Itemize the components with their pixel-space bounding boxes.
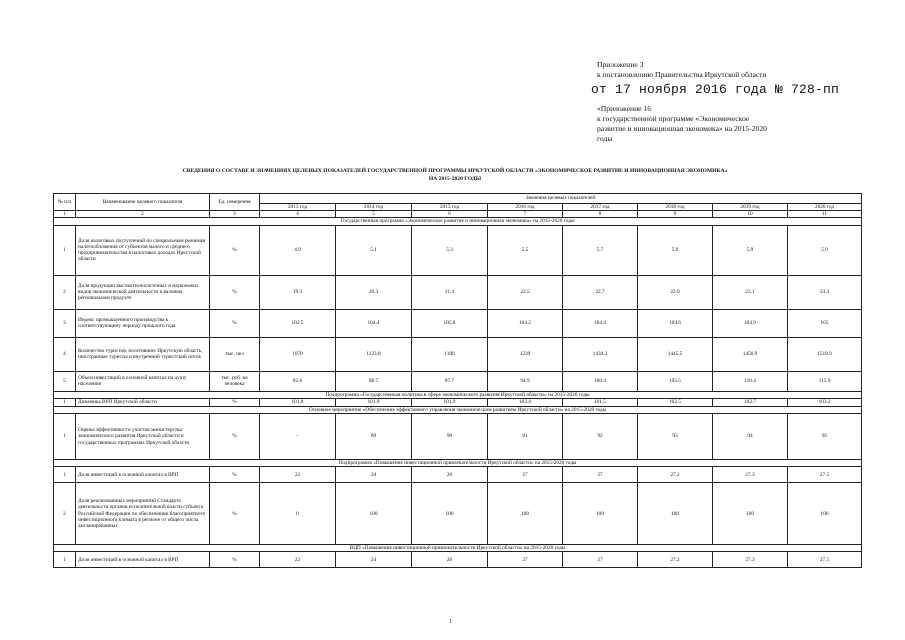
value-cell: 5.1 bbox=[336, 225, 412, 275]
value-cell: 1518.9 bbox=[788, 337, 862, 371]
column-number: 5 bbox=[336, 211, 412, 218]
column-number-row bbox=[54, 211, 862, 218]
appendix-line-2: к постановлению Правительства Иркутской области bbox=[597, 70, 767, 79]
header-year: 2017 год bbox=[563, 204, 638, 211]
indicator-unit: % bbox=[210, 483, 260, 545]
indicator-name: Доля инвестиций в основной капитал в ВРП bbox=[76, 552, 210, 568]
indicator-name: Индекс промышленного производства к соответствующему периоду прошлого года bbox=[76, 309, 210, 337]
indicator-name: Доля реализованных мероприятий Стандарта деятельности органов исполнительной власти субъекта Российской Федерации по обеспечению благоприятного инвестиционного климата в регионе от общего числа запланированных bbox=[76, 483, 210, 545]
value-cell: 22.7 bbox=[563, 275, 638, 309]
value-cell: 100 bbox=[336, 483, 412, 545]
section-main-activity: Основное мероприятие «Обеспечение эффективного управления экономическим развитием Иркутской области» на 2015-2020 годы bbox=[54, 406, 862, 413]
section-subprogram-1: Подпрограмма «Государственная политика в сфере экономического развития Иркутской области» на 2015-2020 годы bbox=[54, 391, 862, 398]
value-cell: 90 bbox=[412, 414, 488, 460]
indicator-unit: тыс. чел bbox=[210, 337, 260, 371]
appendix-line-4: к государственной программе «Экономическое bbox=[597, 114, 750, 123]
value-cell: 1445.5 bbox=[638, 337, 713, 371]
value-cell: 89 bbox=[336, 414, 412, 460]
row-number: 3 bbox=[54, 309, 76, 337]
value-cell: 92 bbox=[563, 414, 638, 460]
value-cell: 26 bbox=[412, 552, 488, 568]
value-cell: 101.5 bbox=[563, 398, 638, 406]
value-cell: 27.2 bbox=[638, 552, 713, 568]
value-cell: 22 bbox=[260, 467, 336, 483]
section-vcp: ВЦП «Повышение инвестиционной привлекательности Иркутской области» на 2015-2020 годы bbox=[54, 545, 862, 552]
value-cell: 100 bbox=[488, 483, 563, 545]
value-cell: 4.9 bbox=[260, 225, 336, 275]
indicator-unit: тыс. руб. на человека bbox=[210, 371, 260, 391]
value-cell: 82.6 bbox=[260, 371, 336, 391]
header-num: № п/п bbox=[54, 194, 76, 211]
column-number: 7 bbox=[488, 211, 563, 218]
table-row bbox=[54, 398, 862, 406]
appendix-line-3: «Приложение 16 bbox=[597, 104, 652, 113]
value-cell: 27.5 bbox=[788, 467, 862, 483]
table-row bbox=[54, 483, 862, 545]
value-cell: 100 bbox=[788, 483, 862, 545]
column-number: 10 bbox=[713, 211, 788, 218]
value-cell: 5.5 bbox=[488, 225, 563, 275]
row-number: 1 bbox=[54, 225, 76, 275]
value-cell: 88.7 bbox=[336, 371, 412, 391]
value-cell: 102.7 bbox=[713, 398, 788, 406]
header-year: 2018 год bbox=[638, 204, 713, 211]
value-cell: 105 bbox=[788, 309, 862, 337]
value-cell: 100.4 bbox=[563, 371, 638, 391]
value-cell: 100 bbox=[713, 483, 788, 545]
indicator-unit: % bbox=[210, 275, 260, 309]
header-year: 2015 год bbox=[412, 204, 488, 211]
indicator-name: Количество туристов, посетивших Иркутскую область, иностранные туристы и внутренний туристский поток bbox=[76, 337, 210, 371]
indicator-unit: % bbox=[210, 414, 260, 460]
value-cell: 27.2 bbox=[638, 467, 713, 483]
row-number: 1 bbox=[54, 398, 76, 406]
indicator-unit: % bbox=[210, 398, 260, 406]
value-cell: 1434.2 bbox=[563, 337, 638, 371]
value-cell: 1123.8 bbox=[336, 337, 412, 371]
indicator-unit: % bbox=[210, 552, 260, 568]
value-cell: 1180 bbox=[412, 337, 488, 371]
appendix-line-6: годы bbox=[597, 134, 613, 143]
table-row bbox=[54, 371, 862, 391]
value-cell: 23.1 bbox=[713, 275, 788, 309]
value-cell: - bbox=[260, 414, 336, 460]
value-cell: 27 bbox=[563, 552, 638, 568]
table-row bbox=[54, 552, 862, 568]
indicator-unit: % bbox=[210, 225, 260, 275]
value-cell: 27.5 bbox=[788, 552, 862, 568]
value-cell: 105.8 bbox=[412, 309, 488, 337]
indicator-name: Доля продукции высокотехнологичных и наукоемких видов экономической деятельности в валовом региональном продукте bbox=[76, 275, 210, 309]
value-cell: 20.3 bbox=[336, 275, 412, 309]
value-cell: 101.9 bbox=[412, 398, 488, 406]
value-cell: 27.3 bbox=[713, 467, 788, 483]
value-cell: 24 bbox=[336, 467, 412, 483]
header-year: 2014 год bbox=[336, 204, 412, 211]
document-title bbox=[60, 168, 850, 183]
value-cell: 95 bbox=[788, 414, 862, 460]
indicator-unit: % bbox=[210, 467, 260, 483]
header-name: Наименование целевого показателя bbox=[76, 194, 210, 211]
value-cell: 5.9 bbox=[713, 225, 788, 275]
value-cell: 103.4 bbox=[488, 398, 563, 406]
page-number: 1 bbox=[449, 619, 452, 625]
indicator-name: Оценка эффективности участия министерства экономического развития Иркутской области в государственных программах Иркутской области bbox=[76, 414, 210, 460]
table-row bbox=[54, 467, 862, 483]
value-cell: 104.6 bbox=[638, 309, 713, 337]
value-cell: 22 bbox=[260, 552, 336, 568]
value-cell: 101.8 bbox=[260, 398, 336, 406]
value-cell: 22.5 bbox=[488, 275, 563, 309]
table-row bbox=[54, 275, 862, 309]
value-cell: 23.3 bbox=[788, 275, 862, 309]
value-cell: 93 bbox=[638, 414, 713, 460]
value-cell: 21.4 bbox=[412, 275, 488, 309]
indicator-name: Доля налоговых поступлений по специальным режимам налогообложения от субъектов малого и среднего предпринимательства в налоговых доходах Иркутской области bbox=[76, 225, 210, 275]
column-number: 11 bbox=[788, 211, 862, 218]
header-year: 2013 год bbox=[260, 204, 336, 211]
row-number: 5 bbox=[54, 371, 76, 391]
row-number: 1 bbox=[54, 552, 76, 568]
value-cell: 102.5 bbox=[638, 398, 713, 406]
appendix-line-5: развитие и инновационная экономика» на 2015-2020 bbox=[597, 124, 767, 133]
value-cell: 26 bbox=[412, 467, 488, 483]
header-unit: Ед. измерения bbox=[210, 194, 260, 211]
row-number: 1 bbox=[54, 467, 76, 483]
table-row bbox=[54, 337, 862, 371]
column-number: 4 bbox=[260, 211, 336, 218]
value-cell: 115.9 bbox=[788, 371, 862, 391]
column-number: 8 bbox=[563, 211, 638, 218]
value-cell: 101.9 bbox=[336, 398, 412, 406]
value-cell: 22.9 bbox=[638, 275, 713, 309]
header-year: 2019 год bbox=[713, 204, 788, 211]
document-title-line-2: НА 2015-2020 ГОДЫ bbox=[428, 175, 482, 182]
value-cell: 1456.9 bbox=[713, 337, 788, 371]
decree-stamp: от 17 ноября 2016 года № 728-пп bbox=[591, 82, 840, 97]
row-number: 2 bbox=[54, 275, 76, 309]
value-cell: 27 bbox=[488, 467, 563, 483]
appendix-line-1: Приложение 3 bbox=[597, 60, 644, 69]
value-cell: 5.9 bbox=[788, 225, 862, 275]
value-cell: 104.4 bbox=[336, 309, 412, 337]
row-number: 4 bbox=[54, 337, 76, 371]
column-number: 6 bbox=[412, 211, 488, 218]
indicator-name: Доля инвестиций в основной капитал в ВРП bbox=[76, 467, 210, 483]
value-cell: 91 bbox=[488, 414, 563, 460]
table-row bbox=[54, 225, 862, 275]
value-cell: 1070 bbox=[260, 337, 336, 371]
value-cell: 100 bbox=[563, 483, 638, 545]
value-cell: 24 bbox=[336, 552, 412, 568]
header-year: 2016 год bbox=[488, 204, 563, 211]
value-cell: 5.3 bbox=[412, 225, 488, 275]
indicator-name: Динамика ВРП Иркутской области bbox=[76, 398, 210, 406]
section-subprogram-2: Подпрограмма «Повышение инвестиционной привлекательности Иркутской области» на 2015-2020 годы bbox=[54, 460, 862, 467]
header-values: Значения целевых показателей bbox=[260, 194, 862, 204]
value-cell: 5.7 bbox=[563, 225, 638, 275]
value-cell: 100 bbox=[412, 483, 488, 545]
value-cell: 110.4 bbox=[713, 371, 788, 391]
indicator-name: Объем инвестиций в основной капитал на душу населения bbox=[76, 371, 210, 391]
value-cell: 94.9 bbox=[488, 371, 563, 391]
indicators-table bbox=[53, 193, 862, 568]
document-title-line-1: СВЕДЕНИЯ О СОСТАВЕ И ЗНАЧЕНИЯХ ЦЕЛЕВЫХ ПОКАЗАТЕЛЕЙ ГОСУДАРСТВЕННОЙ ПРОГРАММЫ ИРКУТСКОЙ ОБЛАСТИ «ЭКОНОМИЧЕСКОЕ РАЗВИТИЕ И ИННОВАЦИОННАЯ ЭКОНОМИКА» bbox=[182, 168, 728, 174]
value-cell: 100 bbox=[638, 483, 713, 545]
value-cell: 105.5 bbox=[638, 371, 713, 391]
table-row bbox=[54, 309, 862, 337]
value-cell: 1239 bbox=[488, 337, 563, 371]
value-cell: 27 bbox=[488, 552, 563, 568]
appendix-block bbox=[591, 60, 897, 144]
value-cell: 87.7 bbox=[412, 371, 488, 391]
value-cell: 27.3 bbox=[713, 552, 788, 568]
value-cell: 19.3 bbox=[260, 275, 336, 309]
value-cell: 104.2 bbox=[488, 309, 563, 337]
column-number: 9 bbox=[638, 211, 713, 218]
value-cell: 94 bbox=[713, 414, 788, 460]
value-cell: 27 bbox=[563, 467, 638, 483]
row-number: 1 bbox=[54, 414, 76, 460]
section-program: Государственная программа «Экономическое развитие и инновационная экономика» на 2015-2020 годы bbox=[54, 218, 862, 225]
value-cell: 102.5 bbox=[260, 309, 336, 337]
value-cell: 104.9 bbox=[713, 309, 788, 337]
column-number: 1 bbox=[54, 211, 76, 218]
value-cell: 104.4 bbox=[563, 309, 638, 337]
value-cell: 103.2 bbox=[788, 398, 862, 406]
indicator-unit: % bbox=[210, 309, 260, 337]
table-row bbox=[54, 414, 862, 460]
header-year: 2020 год bbox=[788, 204, 862, 211]
column-number: 2 bbox=[76, 211, 210, 218]
column-number: 3 bbox=[210, 211, 260, 218]
row-number: 2 bbox=[54, 483, 76, 545]
value-cell: 0 bbox=[260, 483, 336, 545]
value-cell: 5.9 bbox=[638, 225, 713, 275]
